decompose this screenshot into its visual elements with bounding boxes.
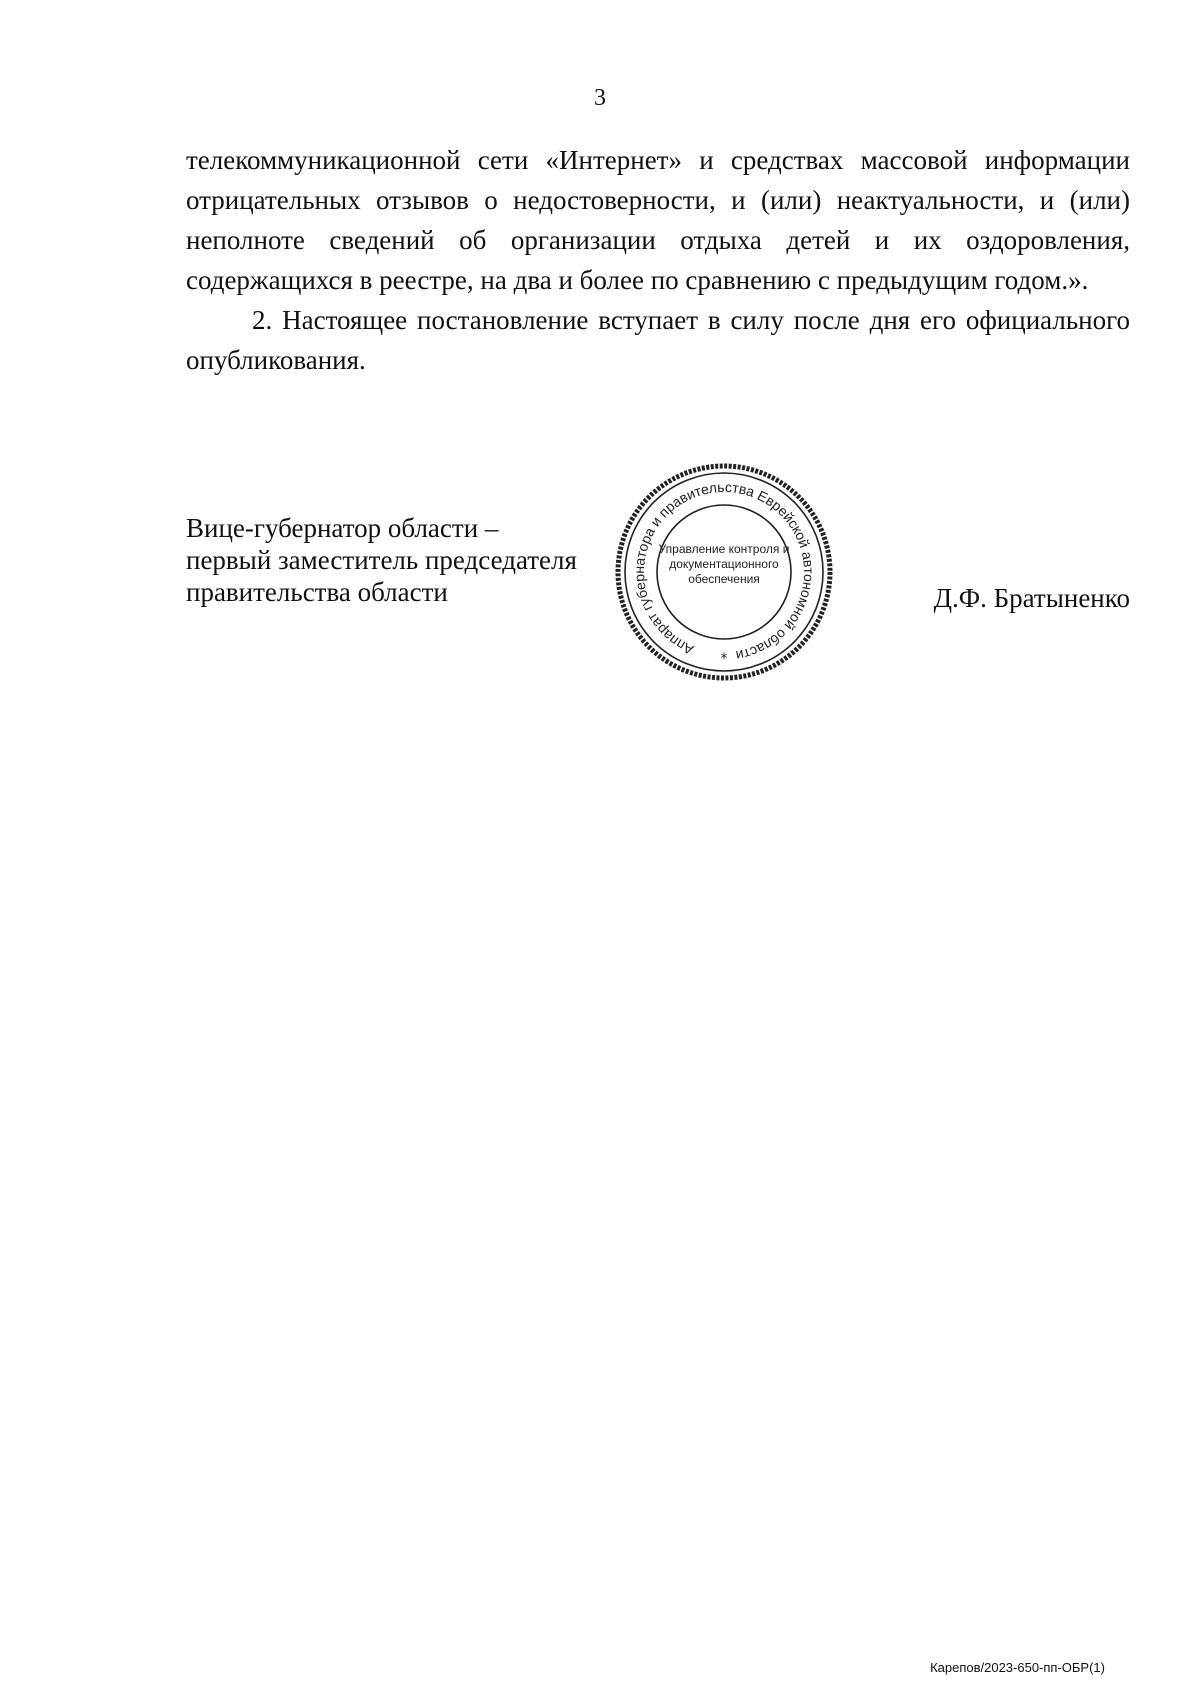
- body-line: отрицательных отзывов о недостоверности, и (или) неактуальности, и (или): [186, 185, 1130, 215]
- body-line: годом.».: [994, 265, 1089, 295]
- paragraph-continuation: [186, 140, 1130, 300]
- seal-inner-line: Управление контроля и: [658, 542, 790, 556]
- position-line: первый заместитель председателя: [186, 545, 577, 575]
- seal-inner-text: [648, 542, 800, 587]
- body-line: 2. Настоящее постановление вступает в силу после дня его: [252, 305, 956, 335]
- signatory-name: Д.Ф. Братыненко: [933, 583, 1130, 613]
- paragraph-item-2: [186, 300, 1130, 380]
- seal-inner-line: обеспечения: [688, 572, 760, 586]
- position-line: Вице-губернатор области –: [186, 513, 499, 543]
- body-line: неполноте сведений об организации отдыха детей и их оздоровления,: [186, 225, 1130, 255]
- official-seal: [608, 456, 840, 688]
- document-body: [186, 140, 1130, 380]
- document-code: Карепов/2023-650-пп-ОБР(1): [930, 1660, 1105, 1675]
- seal-inner-line: документационного: [669, 557, 779, 571]
- page-number: 3: [594, 85, 606, 111]
- signatory-position: [186, 512, 606, 608]
- body-line: официального опубликования.: [186, 305, 1131, 375]
- body-line: телекоммуникационной сети «Интернет» и средствах массовой информации: [186, 145, 1130, 175]
- seal-star-icon: *: [720, 651, 728, 667]
- body-line: содержащихся в реестре, на два и более по сравнению с предыдущим: [186, 265, 988, 295]
- position-line: правительства области: [186, 577, 448, 607]
- seal-outer-text-path: Аппарат губернатора и правительства Еврейской автономной области: [630, 478, 818, 665]
